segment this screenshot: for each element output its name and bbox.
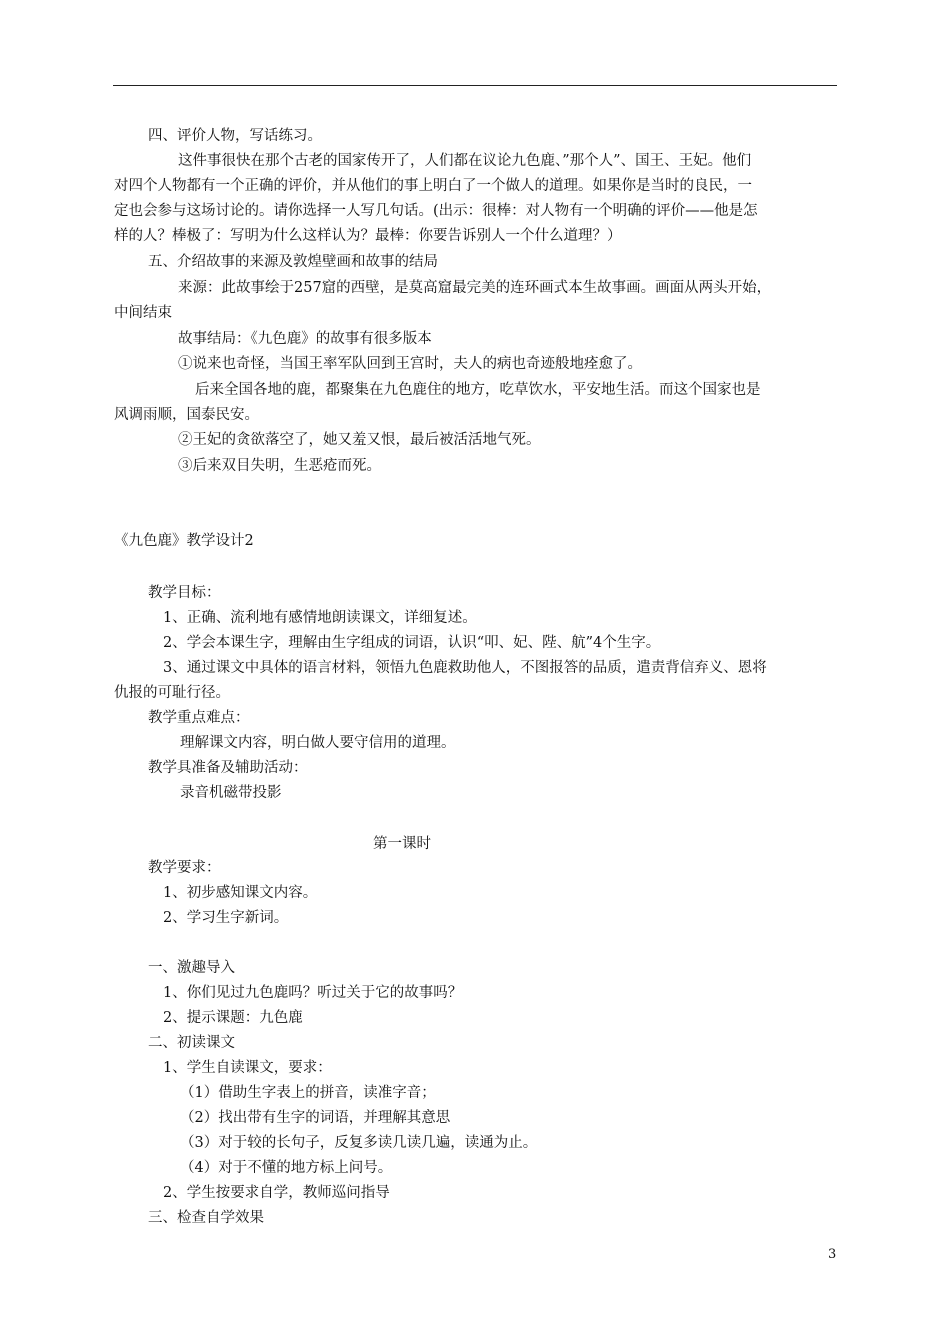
text-line: 教学重点难点： (148, 710, 250, 726)
text-line: （4）对于不懂的地方标上问号。 (180, 1160, 393, 1176)
text-line: 中间结束 (114, 305, 172, 321)
text-line: ②王妃的贪欲落空了，她又羞又恨，最后被活活地气死。 (178, 432, 541, 448)
text-line: ①说来也奇怪，当国王率军队回到王宫时，夫人的病也奇迹般地痊愈了。 (178, 356, 642, 372)
text-line: 教学具准备及辅助活动： (148, 760, 308, 776)
text-line: 三、检查自学效果 (148, 1210, 264, 1226)
text-line: （3）对于较的长句子，反复多读几读几遍，读通为止。 (180, 1135, 538, 1151)
text-line: 故事结局：《九色鹿》的故事有很多版本 (178, 331, 432, 347)
text-line: 2、学习生字新词。 (163, 910, 289, 926)
text-line: （1）借助生字表上的拼音，读准字音； (180, 1085, 436, 1101)
text-line: 1、初步感知课文内容。 (163, 885, 318, 901)
text-line: 2、提示课题：九色鹿 (163, 1010, 303, 1026)
text-line: 对四个人物都有一个正确的评价，并从他们的事上明白了一个做人的道理。如果你是当时的良民，一 (114, 178, 752, 194)
text-line: 一、激趣导入 (148, 960, 235, 976)
text-line: 教学要求： (148, 860, 221, 876)
text-line: 定也会参与这场讨论的。请你选择一人写几句话。(出示：很棒：对人物有一个明确的评价——他是怎 (114, 203, 758, 219)
text-line: 仇报的可耻行径。 (114, 685, 230, 701)
text-line: 录音机磁带投影 (180, 785, 282, 801)
page-number: 3 (828, 1247, 837, 1262)
text-line: 1、学生自读课文，要求： (163, 1060, 332, 1076)
text-line: 二、初读课文 (148, 1035, 235, 1051)
text-line: 理解课文内容，明白做人要守信用的道理。 (180, 735, 456, 751)
text-line: 3、通过课文中具体的语言材料，领悟九色鹿救助他人，不图报答的品质，遣责背信弃义、恩将 (163, 660, 767, 676)
text-line: 2、学会本课生字，理解由生字组成的词语，认识“叩、妃、陛、航”4个生字。 (163, 635, 661, 651)
text-line: 2、学生按要求自学，教师巡问指导 (163, 1185, 390, 1201)
text-line: 这件事很快在那个古老的国家传开了，人们都在议论九色鹿、”那个人”、国王、王妃。他们 (178, 153, 752, 169)
text-line: 四、评价人物，写话练习。 (148, 128, 322, 144)
text-line: 1、你们见过九色鹿吗？听过关于它的故事吗？ (163, 985, 463, 1001)
text-line: （2）找出带有生字的词语，并理解其意思 (180, 1110, 451, 1126)
text-line: 教学目标： (148, 585, 221, 601)
text-line: 五、介绍故事的来源及敦煌壁画和故事的结局 (148, 254, 438, 270)
text-line: 1、正确、流利地有感情地朗读课文，详细复述。 (163, 610, 477, 626)
text-line: 第一课时 (373, 836, 431, 852)
text-line: 来源：此故事绘于257窟的西壁，是莫高窟最完美的连环画式本生故事画。画面从两头开始， (178, 280, 772, 296)
text-line: ③后来双目失明，生恶疮而死。 (178, 458, 381, 474)
header-rule (113, 85, 837, 86)
text-line: 样的人？棒极了：写明为什么这样认为？最棒：你要告诉别人一个什么道理？） (114, 228, 622, 244)
text-line: 《九色鹿》教学设计2 (114, 533, 254, 549)
text-line: 后来全国各地的鹿，都聚集在九色鹿住的地方，吃草饮水，平安地生活。而这个国家也是 (195, 382, 761, 398)
text-line: 风调雨顺，国泰民安。 (114, 407, 259, 423)
